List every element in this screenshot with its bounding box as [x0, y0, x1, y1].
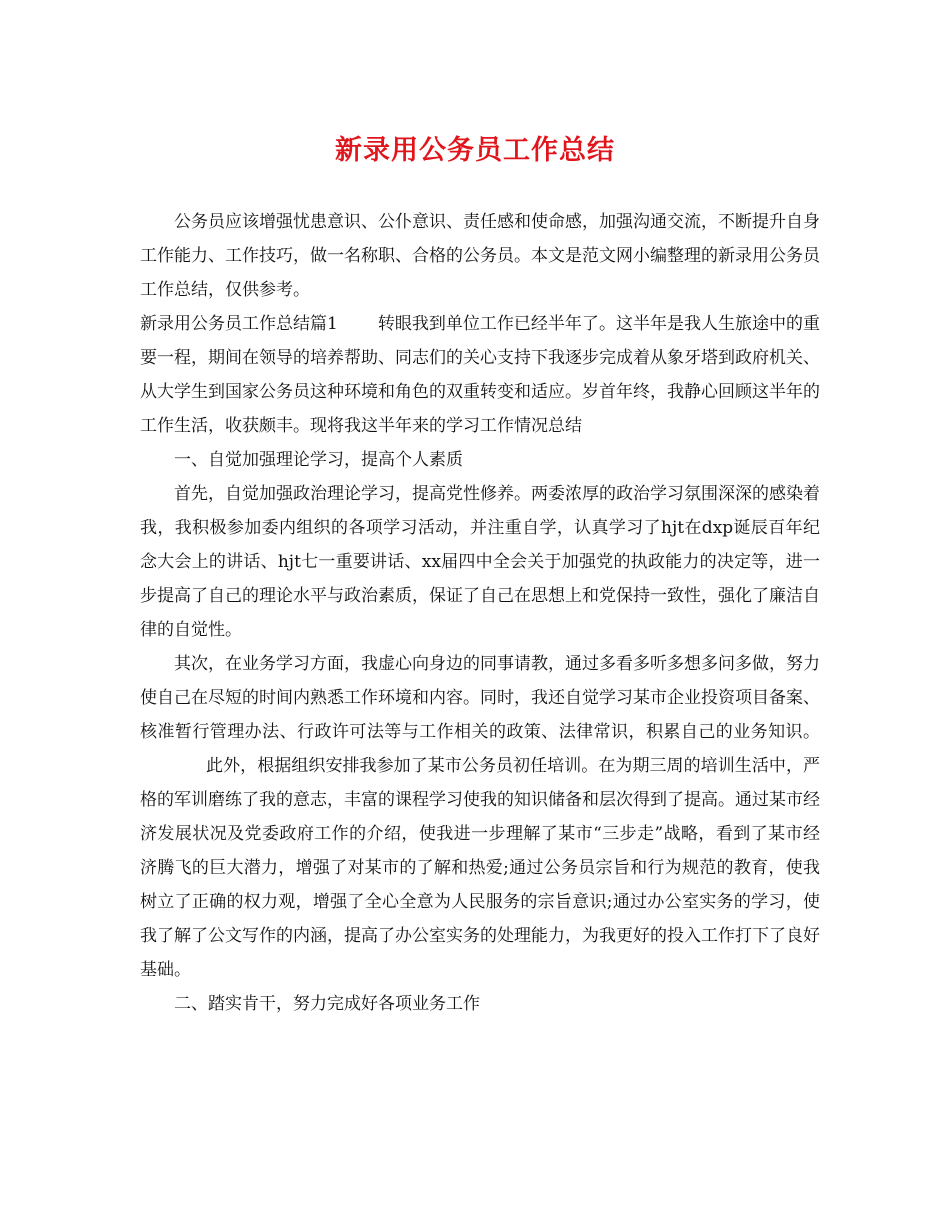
intro-paragraph: 公务员应该增强忧患意识、公仆意识、责任感和使命感，加强沟通交流，不断提升自身工作能力、工作技巧，做一名称职、合格的公务员。本文是范文网小编整理的新录用公务员工作总结，仅供参考。 [140, 212, 820, 300]
section1-paragraph-2a: 其次，在业务学习方面，我虚心向身边的同事请教，通过多看多听多想多问多做，努力使自己在尽短的时间内熟悉工作环境和内容。同时，我还自觉学习某市企业投资项目备案、核准暂行管理办法、行政许可法等与工作相关的政策、法律常识，积累自己的业务知识。 [140, 654, 820, 742]
article-opening-paragraph [140, 307, 820, 443]
section2-heading: 二、踏实肯干，努力完成好各项业务工作 [174, 994, 480, 1014]
article-heading: 新录用公务员工作总结篇1 [140, 314, 338, 334]
section1-paragraph-2b: 此外，根据组织安排我参加了某市公务员初任培训。在为期三周的培训生活中，严格的军训磨练了我的意志，丰富的课程学习使我的知识储备和层次得到了提高。通过某市经济发展状况及党委政府工作的介绍，使我进一步理解了某市“三步走”战略，看到了某市经济腾飞的巨大潜力，增强了对某市的了解和热爱;通过公务员宗旨和行为规范的教育，使我树立了正确的权力观，增强了全心全意为人民服务的宗旨意识;通过办公室实务的学习，使我了解了公文写作的内涵，提高了办公室实务的处理能力，为我更好的投入工作打下了良好基础。 [140, 756, 820, 980]
section1-paragraph-1: 首先，自觉加强政治理论学习，提高党性修养。两委浓厚的政治学习氛围深深的感染着我，我积极参加委内组织的各项学习活动，并注重自学，认真学习了hjt在dxp诞辰百年纪念大会上的讲话、hjt七一重要讲话、xx届四中全会关于加强党的执政能力的决定等，进一步提高了自己的理论水平与政治素质，保证了自己在思想上和党保持一致性，强化了廉洁自律的自觉性。 [140, 484, 820, 640]
section1-paragraph-2 [140, 647, 820, 987]
document-body [140, 205, 820, 1021]
section1-heading: 一、自觉加强理论学习，提高个人素质 [174, 450, 463, 470]
document-title: 新录用公务员工作总结 [335, 135, 615, 166]
article-opening-text: 转眼我到单位工作已经半年了。这半年是我人生旅途中的重要一程，期间在领导的培养帮助、同志们的关心支持下我逐步完成着从象牙塔到政府机关、从大学生到国家公务员这种环境和角色的双重转变和适应。岁首年终，我静心回顾这半年的工作生活，收获颇丰。现将我这半年来的学习工作情况总结 [140, 314, 820, 436]
